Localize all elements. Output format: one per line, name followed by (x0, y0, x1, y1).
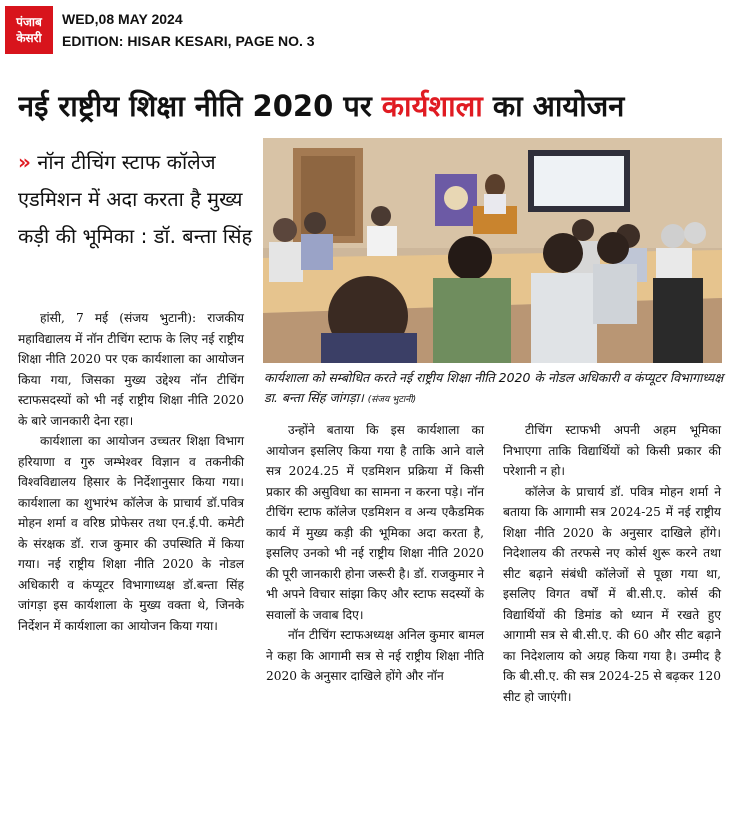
edition-meta (62, 8, 315, 52)
publication-date: WED,08 MAY 2024 (62, 11, 183, 27)
paragraph: हांसी, 7 मई (संजय भुटानी): राजकीय महाविद्यालय में नॉन टीचिंग स्टाफ के लिए नई राष्ट्रीय शिक्षा नीति 2020 पर एक कार्यशाला का आयोजन किया गया, जिसका मुख्य उद्देश्य नॉन टीचिंग स्टाफसदस्यों को भी नई राष्ट्रीय शिक्षा नीति 2020 के बारे जानकारी देना रहा। (18, 311, 244, 428)
article-column-3 (503, 420, 721, 707)
photo-caption (264, 368, 724, 410)
paragraph: नॉन टीचिंग स्टाफअध्यक्ष अनिल कुमार बामल ने कहा कि आगामी सत्र से नई राष्ट्रीय शिक्षा नीति 2020 के अनुसार दाखिले होंगे और नॉन (266, 628, 484, 683)
paragraph: कॉलेज के प्राचार्य डॉ. पवित्र मोहन शर्मा ने बताया कि आगामी सत्र 2024-25 में नई राष्ट्रीय शिक्षा नीति 2020 के अनुसार दाखिले होंगे। निदेशालय की तरफसे नए कोर्स शुरू करने तथा सीट बढ़ाने संबंधी कॉलेजों से पूछा गया था, इसलिए विगत वर्षों में बी.सी.ए. कोर्स की विद्यार्थियों की डिमांड को ध्यान में रखते हुए आगामी सत्र से बी.सी.ए. की 60 और सीट बढ़ाने का निदेशलाय को अग्रह किया गया है। उम्मीद है कि बी.सी.ए. की सत्र 2024-25 से बढ़कर 120 सीट हो जाएंगी। (503, 484, 721, 704)
headline-part-1: नई राष्ट्रीय शिक्षा नीति 2020 पर (18, 89, 382, 123)
subhead-text: नॉन टीचिंग स्टाफ कॉलेज एडमिशन में अदा करता है मुख्य कड़ी की भूमिका : डॉ. बन्ता सिंह (18, 150, 253, 248)
logo-line-2: केसरी (16, 31, 42, 45)
article-photo (263, 138, 722, 363)
headline-part-2: का आयोजन (482, 89, 625, 123)
article-column-2 (266, 420, 484, 687)
paragraph: टीचिंग स्टाफभी अपनी अहम भूमिका निभाएगा ताकि विद्यार्थियों को किसी प्रकार की परेशानी न हो। (503, 423, 721, 478)
article-column-1 (18, 308, 244, 636)
subhead-marker-icon: » (18, 150, 31, 174)
caption-text: कार्यशाला को सम्बोधित करते नई राष्ट्रीय शिक्षा नीति 2020 के नोडल अधिकारी व कंप्यूटर विभागाध्यक्ष डा. बन्ता सिंह जांगड़ा। (264, 370, 724, 405)
article-headline (18, 78, 728, 138)
headline-highlight: कार्यशाला (381, 89, 483, 123)
edition-info: EDITION: HISAR KESARI, PAGE NO. 3 (62, 33, 315, 49)
newspaper-logo (5, 6, 53, 54)
workshop-photo-illustration (263, 138, 722, 363)
paragraph: कार्यशाला का आयोजन उच्चतर शिक्षा विभाग हरियाणा व गुरु जम्भेश्वर विज्ञान व तकनीकी विश्वविद्यालय हिसार के निर्देशानुसार किया गया। कार्यशाला का शुभारंभ कॉलेज के प्राचार्य डॉ.पवित्र मोहन शर्मा व वरिष्ठ प्रोफेसर तथा एन.ई.पी. कमेटी के संरक्षक डॉ. राज कुमार की उपस्थिति में किया गया। नई राष्ट्रीय शिक्षा नीति 2020 के नोडल अधिकारी व कंप्यूटर विभागाध्यक्ष डॉ.बन्ता सिंह जांगड़ा इस कार्यशाला के मुख्य वक्ता थे, जिनके निर्देशन में कार्यशाला का आयोजन किया गया। (18, 434, 244, 633)
masthead (0, 0, 736, 58)
photo-credit: (संजय भुटानी) (367, 395, 417, 405)
logo-line-1: पंजाब (16, 15, 42, 29)
paragraph: उन्होंने बताया कि इस कार्यशाला का आयोजन इसलिए किया गया है ताकि आने वाले सत्र 2024.25 में एडमिशन प्रक्रिया में किसी प्रकार की असुविधा का सामना न करना पड़े। नॉन टीचिंग स्टाफ कॉलेज एडमिशन व अन्य एकैडमिक कार्य में मुख्य कड़ी की भूमिका अदा करता है, इसलिए उनको भी नई राष्ट्रीय शिक्षा नीति 2020 की पूरी जानकारी होना जरूरी है। डॉ. राजकुमार ने भी अपने विचार सांझा किए और स्टाफ सदस्यों के सवालों के जवाब दिए। (266, 423, 484, 622)
article-subhead (18, 144, 256, 255)
